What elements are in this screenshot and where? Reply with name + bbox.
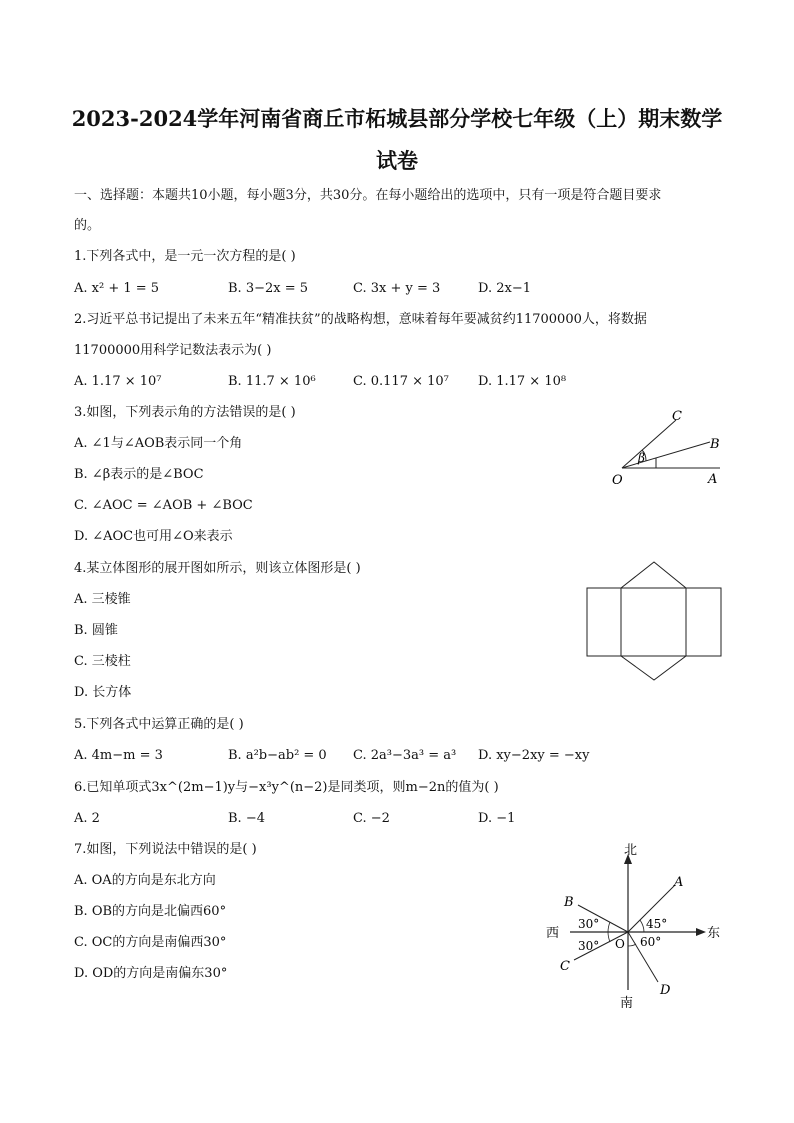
q4-option-c: C. 三棱柱: [74, 654, 131, 669]
q3-option-d: D. ∠AOC也可用∠O来表示: [74, 529, 233, 544]
page-title-line1: 2023-2024学年河南省商丘市柘城县部分学校七年级（上）期末数学: [71, 106, 723, 131]
section-heading-line1: 一、选择题：本题共10小题，每小题3分，共30分。在每小题给出的选项中，只有一项是符合题目要求: [74, 188, 662, 203]
q5-option-c: C. 2a³−3a³ = a³: [353, 748, 457, 763]
q2-option-a: A. 1.17 × 10⁷: [74, 374, 162, 389]
net-top-triangle: [621, 562, 686, 588]
q1-option-c: C. 3x + y = 3: [353, 281, 441, 296]
compass-direction-figure: [540, 840, 730, 1015]
label-east: 东: [707, 926, 721, 941]
arc-d-angle: [628, 944, 636, 946]
net-middle-rect: [621, 588, 686, 656]
label-o: O: [615, 937, 625, 951]
q1-option-d: D. 2x−1: [478, 281, 531, 296]
q4-option-d: D. 长方体: [74, 685, 132, 700]
label-beta: β: [638, 451, 645, 465]
label-c: C: [560, 959, 570, 974]
question-6-stem: 6.已知单项式3x^(2m−1)y与−x³y^(n−2)是同类项，则m−2n的值为( ): [74, 780, 499, 795]
net-bottom-triangle: [621, 656, 686, 680]
net-left-rect: [587, 588, 621, 656]
q3-option-c: C. ∠AOC = ∠AOB + ∠BOC: [74, 498, 253, 513]
q6-option-d: D. −1: [478, 811, 516, 826]
label-north: 北: [624, 843, 638, 858]
east-arrow: [696, 928, 706, 936]
q6-option-a: A. 2: [74, 811, 100, 826]
question-7-stem: 7.如图，下列说法中错误的是( ): [74, 842, 257, 857]
label-b: B: [564, 895, 574, 910]
q6-option-c: C. −2: [353, 811, 390, 826]
net-right-rect: [686, 588, 721, 656]
label-west: 西: [546, 926, 560, 941]
angle-figure: [600, 400, 740, 492]
section-heading-line2: 的。: [74, 218, 101, 233]
question-5-stem: 5.下列各式中运算正确的是( ): [74, 717, 244, 732]
arc-b-angle: [608, 922, 610, 932]
label-angle-b: 30°: [578, 917, 600, 931]
q3-option-a: A. ∠1与∠AOB表示同一个角: [74, 436, 243, 451]
label-a: A: [674, 875, 684, 890]
q7-option-c: C. OC的方向是南偏西30°: [74, 935, 227, 950]
q2-option-b: B. 11.7 × 10⁶: [228, 374, 316, 389]
q6-option-b: B. −4: [228, 811, 265, 826]
label-o: O: [612, 473, 623, 488]
label-d: D: [660, 983, 671, 998]
q2-option-d: D. 1.17 × 10⁸: [478, 374, 567, 389]
q7-option-a: A. OA的方向是东北方向: [74, 873, 216, 888]
label-c: C: [672, 409, 682, 424]
q5-option-d: D. xy−2xy = −xy: [478, 748, 590, 763]
label-angle-d: 60°: [640, 935, 662, 949]
page-title-line2: 试卷: [376, 148, 418, 173]
q3-option-b: B. ∠β表示的是∠BOC: [74, 467, 204, 482]
prism-net-figure: [584, 560, 724, 684]
q7-option-d: D. OD的方向是南偏东30°: [74, 966, 228, 981]
label-b: B: [710, 437, 720, 452]
q4-option-b: B. 圆锥: [74, 623, 118, 638]
ray-oc: [622, 420, 676, 468]
q7-option-b: B. OB的方向是北偏西60°: [74, 904, 227, 919]
question-2-stem-line1: 2.习近平总书记提出了未来五年“精准扶贫”的战略构想，意味着每年要减贫约11700000人，将数据: [74, 312, 647, 327]
q4-option-a: A. 三棱锥: [74, 592, 131, 607]
label-angle-c: 30°: [578, 939, 600, 953]
q5-option-a: A. 4m−m = 3: [74, 748, 163, 763]
ray-ob: [622, 442, 710, 468]
q2-option-c: C. 0.117 × 10⁷: [353, 374, 449, 389]
q5-option-b: B. a²b−ab² = 0: [228, 748, 327, 763]
label-south: 南: [620, 996, 634, 1011]
arc-c-angle: [608, 932, 610, 942]
label-angle-a: 45°: [646, 917, 668, 931]
question-1-stem: 1.下列各式中，是一元一次方程的是( ): [74, 249, 296, 264]
question-3-stem: 3.如图，下列表示角的方法错误的是( ): [74, 405, 296, 420]
label-a: A: [708, 472, 718, 487]
question-4-stem: 4.某立体图形的展开图如所示，则该立体图形是( ): [74, 561, 361, 576]
question-2-stem-line2: 11700000用科学记数法表示为( ): [74, 343, 272, 358]
q1-option-b: B. 3−2x = 5: [228, 281, 309, 296]
q1-option-a: A. x² + 1 = 5: [74, 281, 160, 296]
arc-a-angle: [640, 920, 644, 932]
